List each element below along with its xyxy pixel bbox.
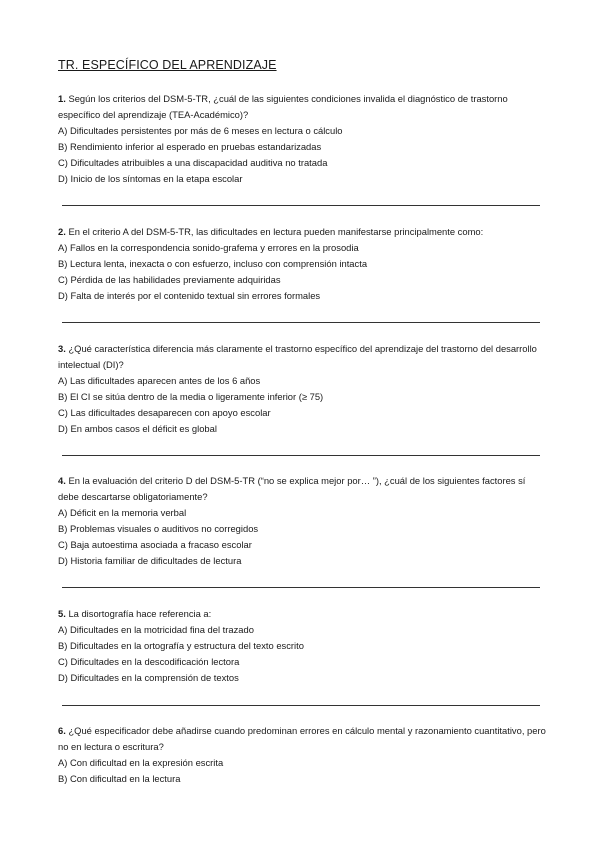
question-1	[58, 91, 548, 187]
separator-2	[62, 322, 540, 323]
question-1-number: 1.	[58, 93, 66, 104]
question-4-option-d: D) Historia familiar de dificultades de lectura	[58, 555, 242, 566]
question-5	[58, 606, 548, 686]
question-4-stem	[58, 473, 548, 505]
question-3-option-a: A) Las dificultades aparecen antes de los 6 años	[58, 375, 261, 386]
question-5-option-b: B) Dificultades en la ortografía y estructura del texto escrito	[58, 640, 304, 651]
question-1-stem	[58, 91, 548, 123]
page-title: TR. ESPECÍFICO DEL APRENDIZAJE	[58, 58, 277, 72]
question-6-option-b: B) Con dificultad en la lectura	[58, 773, 181, 784]
question-5-option-c: C) Dificultades en la descodificación lectora	[58, 656, 240, 667]
question-2-number: 2.	[58, 226, 66, 237]
question-3-option-b: B) El CI se sitúa dentro de la media o ligeramente inferior (≥ 75)	[58, 391, 324, 402]
question-3-stem	[58, 341, 548, 373]
question-1-text: Según los criterios del DSM-5-TR, ¿cuál de las siguientes condiciones invalida el diagnóstico de trastorno específico del aprendizaje (TEA-Académico)?	[58, 93, 508, 120]
question-4-number: 4.	[58, 475, 66, 486]
separator-5	[62, 705, 540, 706]
separator-1	[62, 205, 540, 206]
question-5-text: La disortografía hace referencia a:	[68, 608, 212, 619]
question-3-option-d: D) En ambos casos el déficit es global	[58, 423, 217, 434]
question-1-option-b: B) Rendimiento inferior al esperado en pruebas estandarizadas	[58, 141, 322, 152]
question-1-option-c: C) Dificultades atribuibles a una discapacidad auditiva no tratada	[58, 157, 328, 168]
question-4-option-c: C) Baja autoestima asociada a fracaso escolar	[58, 539, 252, 550]
question-4-text: En la evaluación del criterio D del DSM-5-TR (“no se explica mejor por… ”), ¿cuál de los siguientes factores sí debe descartarse obligatoriamente?	[58, 475, 526, 502]
question-6-option-a: A) Con dificultad en la expresión escrita	[58, 757, 224, 768]
question-5-number: 5.	[58, 608, 66, 619]
question-2-option-b: B) Lectura lenta, inexacta o con esfuerzo, incluso con comprensión intacta	[58, 258, 368, 269]
question-1-option-d: D) Inicio de los síntomas en la etapa escolar	[58, 173, 243, 184]
question-2-option-d: D) Falta de interés por el contenido textual sin errores formales	[58, 290, 321, 301]
question-2-text: En el criterio A del DSM-5-TR, las dificultades en lectura pueden manifestarse principalmente como:	[68, 226, 484, 237]
question-3-option-c: C) Las dificultades desaparecen con apoyo escolar	[58, 407, 271, 418]
question-6-stem	[58, 723, 548, 755]
question-3-number: 3.	[58, 343, 66, 354]
question-2-option-a: A) Fallos en la correspondencia sonido-grafema y errores en la prosodia	[58, 242, 359, 253]
question-5-stem	[58, 606, 548, 622]
question-4-option-b: B) Problemas visuales o auditivos no corregidos	[58, 523, 259, 534]
question-2	[58, 224, 548, 304]
question-3	[58, 341, 548, 437]
question-6-number: 6.	[58, 725, 66, 736]
separator-3	[62, 455, 540, 456]
separator-4	[62, 587, 540, 588]
question-6-text: ¿Qué especificador debe añadirse cuando predominan errores en cálculo mental y razonamiento cuantitativo, pero no en lectura o escritura?	[58, 725, 546, 752]
question-5-option-a: A) Dificultades en la motricidad fina del trazado	[58, 624, 254, 635]
question-5-option-d: D) Dificultades en la comprensión de textos	[58, 672, 239, 683]
question-3-text: ¿Qué característica diferencia más claramente el trastorno específico del aprendizaje del trastorno del desarrollo intelectual (DI)?	[58, 343, 537, 370]
question-1-option-a: A) Dificultades persistentes por más de 6 meses en lectura o cálculo	[58, 125, 343, 136]
question-4-option-a: A) Déficit en la memoria verbal	[58, 507, 187, 518]
question-6	[58, 723, 548, 787]
question-2-option-c: C) Pérdida de las habilidades previamente adquiridas	[58, 274, 281, 285]
question-4	[58, 473, 548, 569]
question-2-stem	[58, 224, 548, 240]
